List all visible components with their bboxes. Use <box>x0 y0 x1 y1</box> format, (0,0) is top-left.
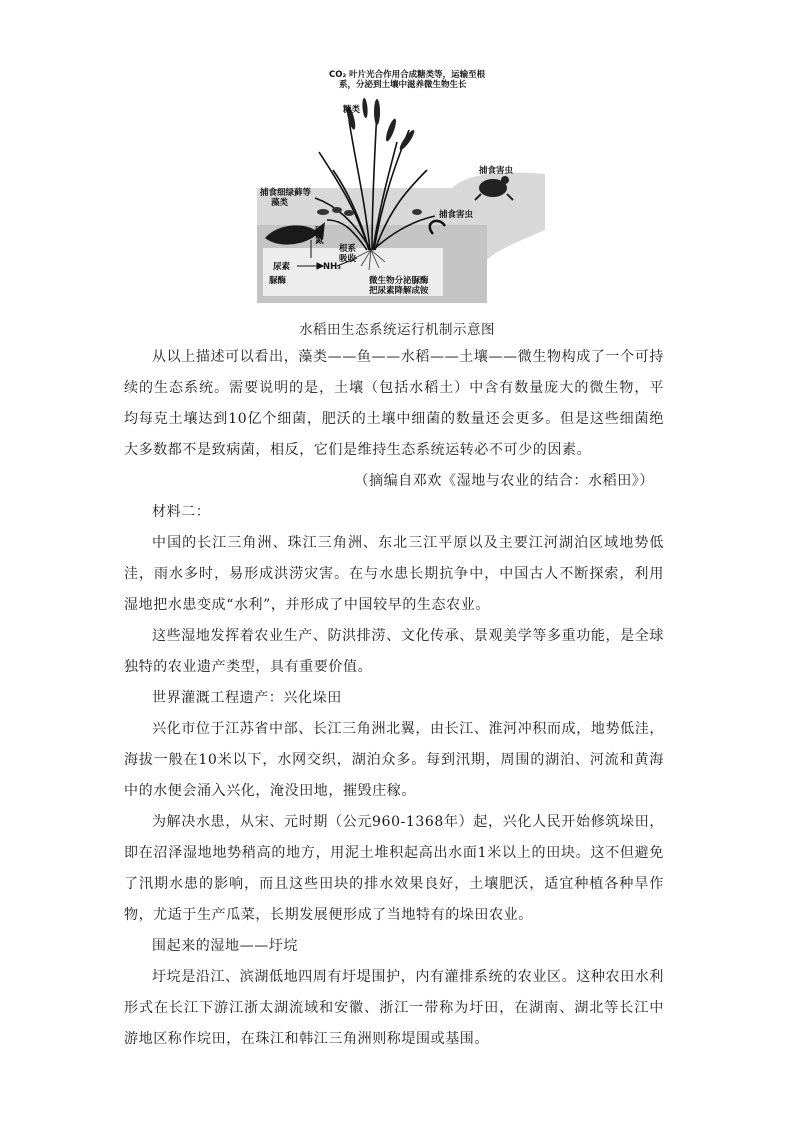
co2-label-line2: 系，分泌到土壤中滋养微生物生长 <box>339 80 467 90</box>
root-absorb-label-line2: 吸收 <box>339 254 357 264</box>
sugar-label: 糖类 <box>343 105 361 115</box>
microbe-label: 微生物分泌脲酶 <box>369 276 429 286</box>
paragraph: 这些湿地发挥着农业生产、防洪排涝、文化传承、景观美学等多重功能，是全球独特的农业遗产类型，具有重要价值。 <box>124 628 664 675</box>
material2-title: 材料二： <box>152 504 211 520</box>
section-title: 世界灌溉工程遗产：兴化垛田 <box>152 690 342 706</box>
frog-label: 捕食害虫 <box>479 166 514 176</box>
root-absorb-label: 根系 <box>339 244 357 254</box>
paragraph: 从以上描述可以看出，藻类——鱼——水稻——土壤——微生物构成了一个可持续的生态系统。需要说明的是，土壤（包括水稻土）中含有数量庞大的微生物，平均每克土壤达到10亿个细菌，肥沃的土壤中细菌的数量还会更多。但是这些细菌绝大多数都不是致病菌，相反，它们是维持生态系统运转必不可少的因素。 <box>124 349 664 458</box>
paragraph: 圩垸是沿江、滨湖低地四周有圩堤围护，内有灌排系统的农业区。这种农田水利形式在长江下游江浙太湖流域和安徽、浙江一带称为圩田，在湖南、湖北等长江中游地区称作垸田，在珠江和韩江三角洲则称堤围或基围。 <box>124 969 664 1047</box>
rice-paddy-diagram <box>257 70 545 310</box>
figure-caption: 水稻田生态系统运行机制示意图 <box>299 322 495 338</box>
paragraph: 为解决水患，从宋、元时期（公元960-1368年）起，兴化人民开始修筑垛田，即在沼泽湿地地势稍高的地方，用泥土堆积起高出水面1米以上的田块。这不但避免了汛期水患的影响，而且这些田块的排水效果良好，土壤肥沃，适宜种植各种旱作物，尤适于生产瓜菜，长期发展便形成了当地特有的垛田农业。 <box>124 814 664 923</box>
pest-label: 捕食害虫 <box>439 210 474 220</box>
co2-label: CO₂ 叶片光合作用合成糖类等，运输至根 <box>329 70 486 80</box>
nitrogen-label-line2: 氮 <box>315 236 324 246</box>
source-citation: （摘编自邓欢《湿地与农业的结合：水稻田》） <box>354 473 654 489</box>
nh3-label: NH₃ <box>323 262 341 272</box>
urease-label: 脲酶 <box>269 276 287 286</box>
urea-label: 尿素 <box>273 262 291 272</box>
body-text <box>124 342 664 1055</box>
algae-label: 捕食细绿藓等 <box>260 188 312 198</box>
paragraph: 兴化市位于江苏省中部、长江三角洲北翼，由长江、淮河冲积而成，地势低洼，海拔一般在10米以下，水网交织，湖泊众多。每到汛期，周围的湖泊、河流和黄海中的水便会涌入兴化，淹没田地，摧毁庄稼。 <box>124 721 664 799</box>
section-title: 围起来的湿地——圩垸 <box>152 938 298 954</box>
nitrogen-label: 固 <box>315 226 324 236</box>
algae-label-line2: 藻类 <box>271 198 289 208</box>
paragraph: 中国的长江三角洲、珠江三角洲、东北三江平原以及主要江河湖泊区域地势低洼，雨水多时，易形成洪涝灾害。在与水患长期抗争中，中国古人不断探索，利用湿地把水患变成“水利”，并形成了中国较早的生态农业。 <box>124 535 664 613</box>
microbe-label-line2: 把尿素降解成铵 <box>369 286 429 296</box>
